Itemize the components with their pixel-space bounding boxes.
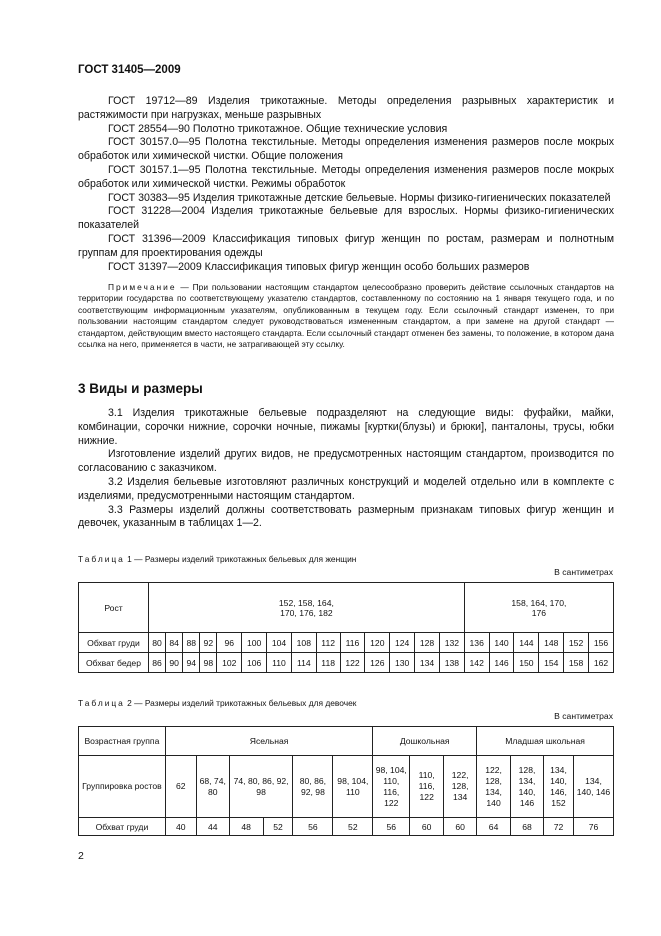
table2-caption-text: 2 — Размеры изделий трикотажных бельевых для девочек (124, 698, 357, 708)
table1-chest-cell: 88 (183, 633, 200, 653)
table2-height-cell: 134, 140, 146, 152 (544, 756, 574, 818)
table1-label: Таблица (78, 554, 125, 564)
table2-age-label: Возрастная группа (79, 727, 166, 756)
table1-hips-cell: 90 (166, 653, 183, 673)
table1-hips-cell: 102 (217, 653, 242, 673)
table2-chest-cell: 52 (263, 818, 293, 836)
table2-group-nursery: Ясельная (165, 727, 372, 756)
reference-item: ГОСТ 30157.0—95 Полотна текстильные. Методы определения изменения размеров после мокрых обработок или химической чистки. Общие положения (78, 136, 614, 163)
table1-hips-cell: 94 (183, 653, 200, 673)
table2-height-cell: 80, 86, 92, 98 (293, 756, 333, 818)
table2-group-preschool: Дошкольная (373, 727, 477, 756)
table2-unit: В сантиметрах (554, 711, 613, 721)
table1-chest-cell: 116 (340, 633, 365, 653)
table1-hips-cell: 122 (340, 653, 365, 673)
section-paragraph: 3.3 Размеры изделий должны соответствовать размерным признакам типовых фигур женщин и девочек, указанным в таблицах 1—2. (78, 503, 614, 530)
table2-group-junior-school: Младшая школьная (477, 727, 614, 756)
note-text: — При пользовании настоящим стандартом целесообразно проверить действие ссылочных стандартов на территории государства по соответствующему указателю стандартов, составленному по состоянию на 1 января текущего года, и по соответствующим информационным указателям, опубликованным в текущем году. Если ссылочный стандарт изменен, то при пользовании настоящим стандартом следует руководствоваться измененным стандартом, а при замене на другой стандарт — стандартом, действующим вместо настоящего стандарта. Если ссылочный стандарт отменен без замены, то положение, в котором дана ссылка на него, применяется в части, не затрагивающей эту ссылку. (78, 282, 614, 350)
table1-hips-cell: 110 (267, 653, 292, 673)
table2-height-cell: 74, 80, 86, 92, 98 (229, 756, 293, 818)
table2-height-cell: 122, 128, 134 (444, 756, 477, 818)
table2-height-cell: 62 (165, 756, 196, 818)
table1-hips-cell: 162 (589, 653, 614, 673)
table1-chest-label: Обхват груди (79, 633, 149, 653)
table1-chest-cell: 92 (200, 633, 217, 653)
reference-item: ГОСТ 31397—2009 Классификация типовых фигур женщин особо больших размеров (108, 260, 530, 273)
table1-chest-cell: 148 (539, 633, 564, 653)
table2-chest-cell: 56 (293, 818, 333, 836)
table2-chest-cell: 48 (229, 818, 263, 836)
section-title: 3 Виды и размеры (78, 381, 203, 396)
table1-height-b-text: 158, 164, 170, 176 (511, 597, 567, 618)
table1-caption (78, 554, 356, 564)
table1-chest-cell: 136 (464, 633, 489, 653)
table1-hips-cell: 138 (439, 653, 464, 673)
table1-hips-cell: 126 (365, 653, 390, 673)
reference-item: ГОСТ 31228—2004 Изделия трикотажные бельевые для взрослых. Нормы физико-гигиенических показателей (78, 205, 614, 232)
table1-hips-cell: 146 (489, 653, 514, 673)
table2-chest-cell: 76 (573, 818, 613, 836)
table2-chest-cell: 56 (373, 818, 410, 836)
table1-chest-cell: 132 (439, 633, 464, 653)
table1-chest-cell: 144 (514, 633, 539, 653)
table1-hips-cell: 98 (200, 653, 217, 673)
reference-item: ГОСТ 30383—95 Изделия трикотажные детские бельевые. Нормы физико-гигиенических показателей (108, 191, 611, 204)
reference-item: ГОСТ 28554—90 Полотно трикотажное. Общие технические условия (108, 122, 448, 135)
table1-chest-cell: 152 (564, 633, 589, 653)
table1-chest-cell: 96 (217, 633, 242, 653)
table1-hips-cell: 134 (415, 653, 440, 673)
table1-chest-cell: 80 (149, 633, 166, 653)
table1-chest-cell: 120 (365, 633, 390, 653)
table1 (78, 582, 614, 673)
note-label: Примечание (108, 282, 177, 292)
table2-chest-cell: 52 (333, 818, 373, 836)
table1-unit: В сантиметрах (554, 567, 613, 577)
table2-chest-cell: 60 (444, 818, 477, 836)
table2-height-cell: 68, 74, 80 (196, 756, 229, 818)
table1-chest-cell: 108 (291, 633, 316, 653)
table2-chest-cell: 68 (511, 818, 544, 836)
section-paragraph: 3.2 Изделия бельевые изготовляют различных конструкций и моделей отдельно или в комплекте с изделиями, предусмотренными настоящим стандартом. (78, 475, 614, 502)
table2-chest-cell: 64 (477, 818, 511, 836)
note (78, 282, 614, 350)
table2-height-cell: 110, 116, 122 (410, 756, 444, 818)
references-list (78, 95, 614, 274)
table2-height-cell: 98, 104, 110 (333, 756, 373, 818)
table1-hips-cell: 142 (464, 653, 489, 673)
reference-item: ГОСТ 30157.1—95 Полотна текстильные. Методы определения изменения размеров после мокрых обработок или химической чистки. Режимы обработок (78, 163, 614, 190)
table2-chest-cell: 72 (544, 818, 574, 836)
table1-hips-cell: 106 (242, 653, 267, 673)
table1-chest-cell: 124 (390, 633, 415, 653)
table1-height-a-text: 152, 158, 164, 170, 176, 182 (278, 597, 334, 618)
table1-hips-cell: 118 (316, 653, 340, 673)
table1-chest-cell: 140 (489, 633, 514, 653)
table2-height-cell: 122, 128, 134, 140 (477, 756, 511, 818)
table2-height-cell: 134, 140, 146 (573, 756, 613, 818)
reference-item: ГОСТ 31396—2009 Классификация типовых фигур женщин по ростам, размерам и полнотным группам для проектирования одежды (78, 232, 614, 259)
table1-height-label: Рост (79, 583, 149, 633)
table2 (78, 726, 614, 836)
table1-hips-cell: 114 (291, 653, 316, 673)
table2-chest-cell: 40 (165, 818, 196, 836)
table2-chest-cell: 60 (410, 818, 444, 836)
table1-chest-cell: 84 (166, 633, 183, 653)
table2-grouping-label: Группировка ростов (79, 756, 166, 818)
page-number: 2 (78, 850, 84, 862)
reference-item: ГОСТ 19712—89 Изделия трикотажные. Методы определения разрывных характеристик и растяжимости при нагрузках, меньше разрывных (78, 95, 614, 121)
table1-hips-label: Обхват бедер (79, 653, 149, 673)
table2-label: Таблица (78, 698, 125, 708)
section-body (78, 407, 614, 531)
section-paragraph: 3.1 Изделия трикотажные бельевые подразделяют на следующие виды: фуфайки, майки, комбинации, сорочки нижние, сорочки ночные, пижамы [куртки(блузы) и брюки], панталоны, трусы, юбки нижние. (78, 407, 614, 447)
table1-height-a (149, 583, 465, 633)
table1-chest-cell: 104 (267, 633, 292, 653)
table1-height-b (464, 583, 613, 633)
table1-hips-cell: 154 (539, 653, 564, 673)
table1-chest-cell: 128 (415, 633, 440, 653)
table2-height-cell: 128, 134, 140, 146 (511, 756, 544, 818)
section-paragraph: Изготовление изделий других видов, не предусмотренных настоящим стандартом, производится по согласованию с заказчиком. (78, 448, 614, 475)
table1-hips-cell: 86 (149, 653, 166, 673)
table1-caption-text: 1 — Размеры изделий трикотажных бельевых для женщин (124, 554, 357, 564)
table2-chest-label: Обхват груди (79, 818, 166, 836)
table1-chest-cell: 156 (589, 633, 614, 653)
table1-chest-cell: 112 (316, 633, 340, 653)
table1-hips-cell: 130 (390, 653, 415, 673)
table2-caption (78, 698, 356, 708)
table1-hips-cell: 158 (564, 653, 589, 673)
table1-chest-cell: 100 (242, 633, 267, 653)
table1-hips-cell: 150 (514, 653, 539, 673)
table2-height-cell: 98, 104, 110, 116, 122 (373, 756, 410, 818)
table2-chest-cell: 44 (196, 818, 229, 836)
document-header: ГОСТ 31405—2009 (78, 64, 181, 76)
